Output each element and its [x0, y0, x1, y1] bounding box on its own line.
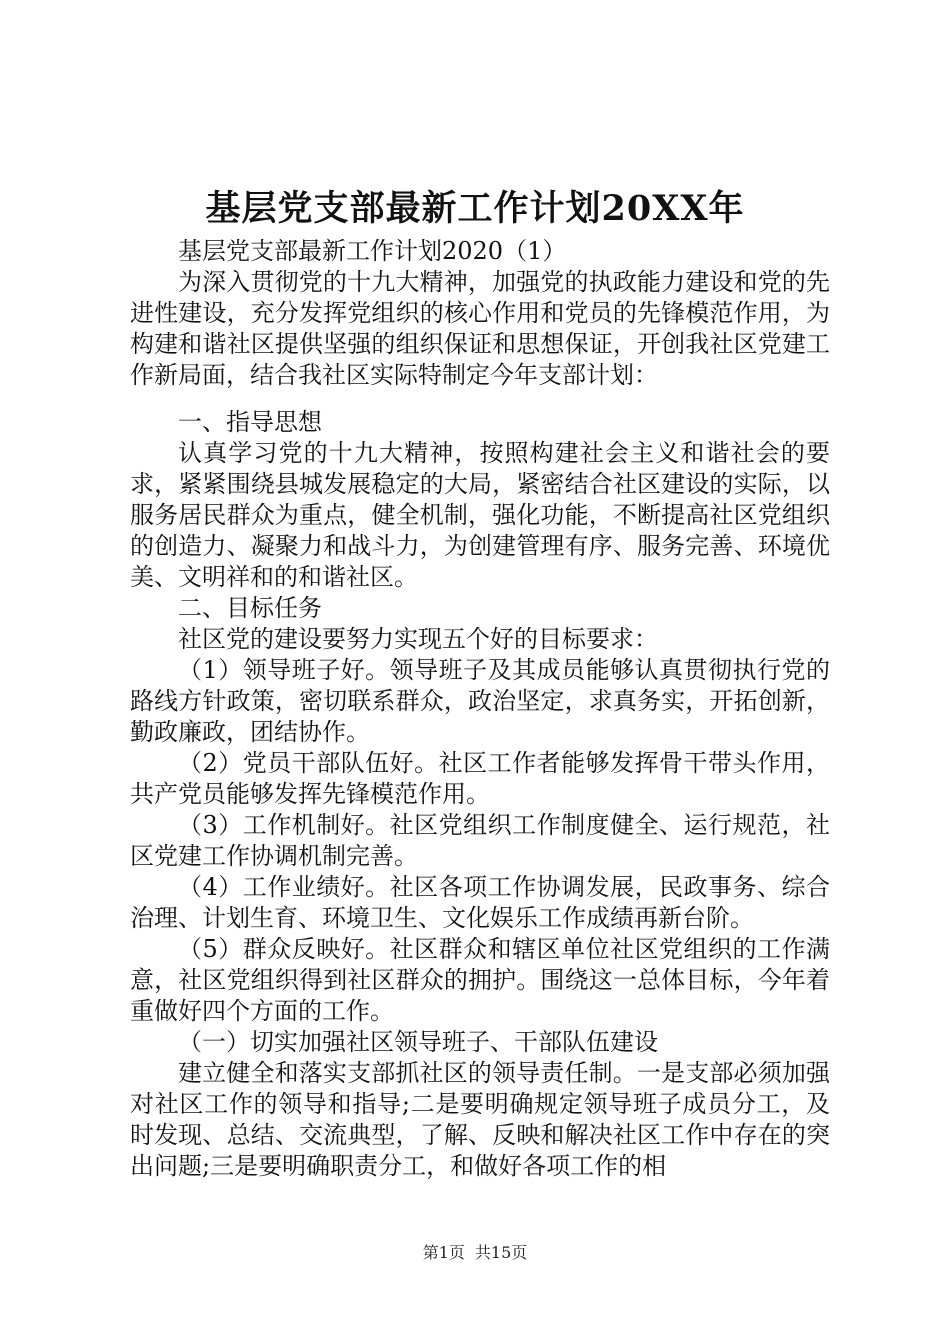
goal-item-1: （1）领导班子好。领导班子及其成员能够认真贯彻执行党的路线方针政策，密切联系群众，政治坚定，求真务实，开拓创新，勤政廉政，团结协作。	[130, 656, 830, 746]
goal-item-2: （2）党员干部队伍好。社区工作者能够发挥骨干带头作用，共产党员能够发挥先锋模范作用。	[130, 749, 830, 808]
goal-item-4: （4）工作业绩好。社区各项工作协调发展，民政事务、综合治理、计划生育、环境卫生、文化娱乐工作成绩再新台阶。	[130, 873, 830, 932]
subtitle-paragraph: 基层党支部最新工作计划2020（1）	[178, 237, 567, 265]
section-heading-guiding-thought: 一、指导思想	[178, 408, 322, 436]
page-number: 第1页	[422, 1243, 465, 1262]
subsection-heading-1: （一）切实加强社区领导班子、干部队伍建设	[178, 1028, 658, 1056]
document-body	[130, 236, 830, 1182]
goals-intro-paragraph: 社区党的建设要努力实现五个好的目标要求：	[178, 625, 658, 653]
guiding-thought-paragraph: 认真学习党的十九大精神，按照构建社会主义和谐社会的要求，紧紧围绕县城发展稳定的大局，紧密结合社区建设的实际，以服务居民群众为重点，健全机制，强化功能，不断提高社区党组织的创造力、凝聚力和战斗力，为创建管理有序、服务完善、环境优美、文明祥和的和谐社区。	[130, 439, 830, 591]
goal-item-3: （3）工作机制好。社区党组织工作制度健全、运行规范，社区党建工作协调机制完善。	[130, 811, 830, 870]
goal-item-5: （5）群众反映好。社区群众和辖区单位社区党组织的工作满意，社区党组织得到社区群众的拥护。围绕这一总体目标，今年着重做好四个方面的工作。	[130, 935, 830, 1025]
page-total: 共15页	[474, 1243, 528, 1262]
subsection-1-paragraph: 建立健全和落实支部抓社区的领导责任制。一是支部必须加强对社区工作的领导和指导;二是要明确规定领导班子成员分工，及时发现、总结、交流典型，了解、反映和解决社区工作中存在的突出问题;三是要明确职责分工，和做好各项工作的相	[130, 1059, 830, 1180]
document-title: 基层党支部最新工作计划20XX年	[205, 188, 745, 229]
intro-paragraph: 为深入贯彻党的十九大精神，加强党的执政能力建设和党的先进性建设，充分发挥党组织的核心作用和党员的先锋模范作用，为构建和谐社区提供坚强的组织保证和思想保证，开创我社区党建工作新局面，结合我社区实际特制定今年支部计划：	[130, 268, 830, 389]
page-footer	[0, 1240, 950, 1263]
section-heading-goals: 二、目标任务	[178, 594, 322, 622]
